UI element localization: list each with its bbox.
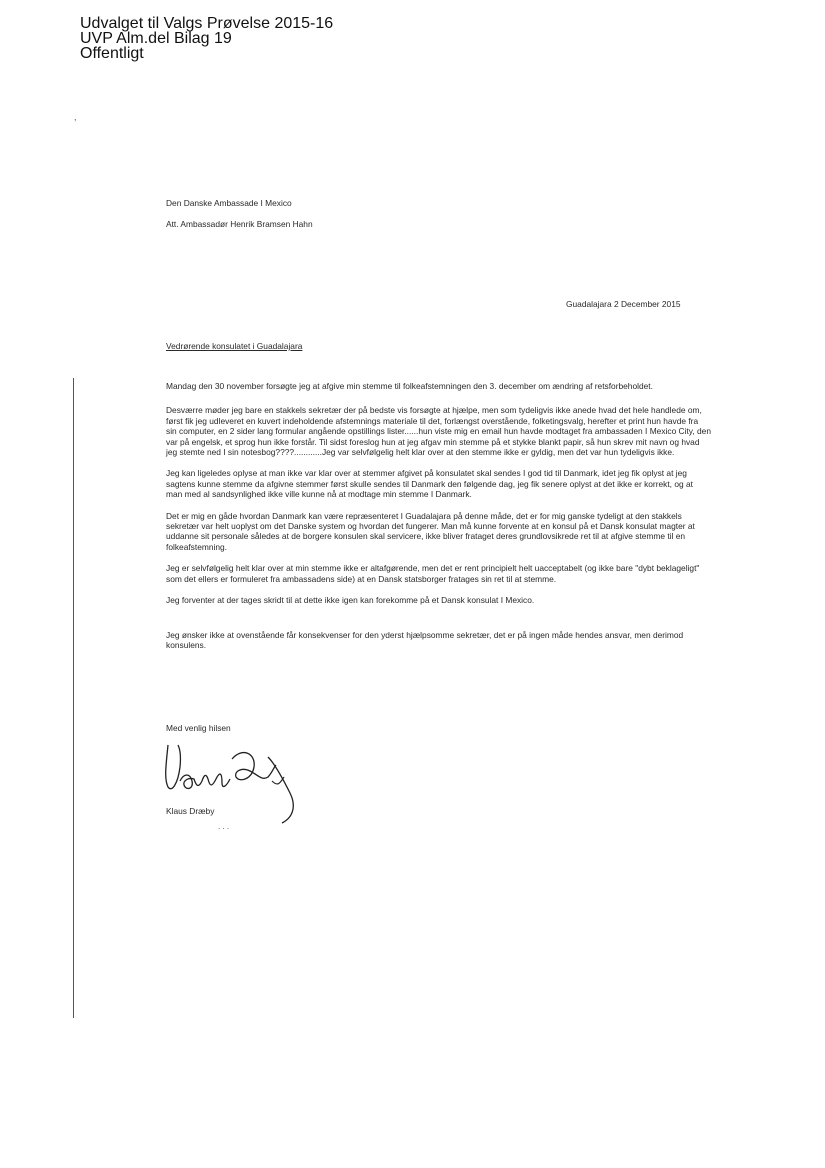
stamp-classification: Offentligt xyxy=(80,45,144,62)
document-stamp xyxy=(80,16,333,61)
paragraph-6: Jeg forventer at der tages skridt til at dette ikke igen kan forekomme på et Dansk konsulat I Mexico. xyxy=(166,595,535,606)
recipient-attention: Att. Ambassadør Henrik Bramsen Hahn xyxy=(166,219,313,229)
stamp-committee: Udvalget til Valgs Prøvelse 2015-16 xyxy=(80,15,334,32)
paragraph-1: Mandag den 30 november forsøgte jeg at afgive min stemme til folkeafstemningen den 3. december om ændring af retsforbeholdet. xyxy=(166,381,653,391)
paragraph-3: Jeg kan ligeledes oplyse at man ikke var klar over at stemmer afgivet på konsulatet skal sendes I god tid til Danmark, idet jeg fik oplyst at jeg sagtens kunne stemme da afgivne stemmer først skulle sendes til Danmark den følgende dag, jeg fik senere oplyst at det ikke er korrekt, og at man med al sandsynlighed ikke ville kunne nå at modtage min stemme I Danmark. xyxy=(166,468,693,500)
scan-dots: . . . xyxy=(218,822,230,831)
paragraph-5: Jeg er selvfølgelig helt klar over at min stemme ikke er altafgørende, men det er rent principielt helt uacceptabelt (og ikke bare "dybt beklageligt" som det ellers er formuleret fra ambassadens side) at en Dansk statsborger fratages sin ret til at stemme. xyxy=(166,563,700,584)
letter-body xyxy=(166,381,711,661)
paragraph-4: Det er mig en gåde hvordan Danmark kan være repræsenteret I Guadalajara på denne måde, det er for mig ganske tydeligt at den stakkels sekretær var helt uoplyst om det Danske system og hvordan det fungerer. Man må kunne forvente at en konsul på et Dansk konsulat magter at uddanne sit personale således at de borgere konsulen skal servicere, ikke bliver frataget deres grundlovsikrede ret til at afgive stemme til en folkeafstemning. xyxy=(166,510,695,552)
signer-name: Klaus Dræby xyxy=(166,806,215,816)
recipient-name: Den Danske Ambassade I Mexico xyxy=(166,198,292,208)
paragraph-2: Desværre møder jeg bare en stakkels sekretær der på bedste vis forsøgte at hjælpe, men som tydeligvis ikke anede hvad det hele handlede om, først fik jeg udleveret en kuvert indeholdende afstemnings materiale til det, forlængst overstående, folketingsvalg, herefter et print hun havde fra sin computer, en 2 sider lang formular angående opstillings lister......hun viste mig en email hun havde modtaget fra ambassaden I Mexico City, den var på engelsk, et sprog hun ikke forstår. Til sidst foreslog hun at jeg afgav min stemme på et stykke blankt papir, så hun skrev mit navn og hvad jeg stemte ned I sin notesbog????............Jeg var selvfølgelig helt klar over at den stemme ikke er gyldig, men det var hun tydeligvis ikke. xyxy=(166,405,711,458)
letter-subject: Vedrørende konsulatet i Guadalajara xyxy=(166,341,303,351)
paragraph-7: Jeg ønsker ikke at ovenstående får konsekvenser for den yderst hjælpsomme sekretær, det er på ingen måde hendes ansvar, men derimod konsulens. xyxy=(166,629,684,650)
scan-margin-line xyxy=(73,378,74,1018)
letter-closing: Med venlig hilsen xyxy=(166,723,231,733)
stamp-reference: UVP Alm.del Bilag 19 xyxy=(80,30,232,47)
scan-speck: , xyxy=(74,112,77,122)
letter-date: Guadalajara 2 December 2015 xyxy=(566,299,681,309)
